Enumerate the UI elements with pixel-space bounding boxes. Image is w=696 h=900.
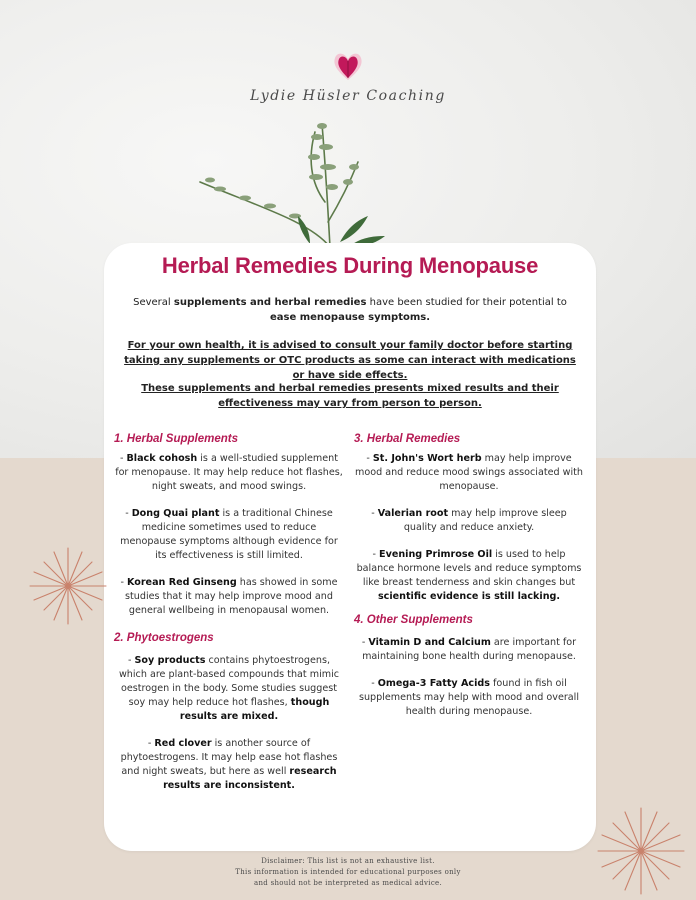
item-st-johns-wort — [354, 452, 584, 494]
item-valerian-root — [354, 507, 584, 535]
intro-text-2: have been studied for their potential to — [366, 297, 567, 308]
item-prefix: - — [119, 453, 127, 464]
health-advice: For your own health, it is advised to consult your family doctor before starting taking any supplements or OTC products as some can interact with medications or have side effects. — [124, 340, 576, 381]
item-prefix: - — [372, 549, 380, 560]
brand-name: Lydie Hüsler Coaching — [250, 88, 446, 104]
item-name: Vitamin D and Calcium — [368, 637, 491, 648]
item-text: is a well-studied supplement for menopause. It may help reduce hot flashes, night sweats, and mood swings. — [115, 453, 343, 492]
item-prefix: - — [366, 453, 373, 464]
herb-plant-illustration — [190, 112, 410, 252]
item-prefix: - — [127, 655, 135, 666]
item-dong-quai — [114, 507, 344, 563]
item-prefix: - — [147, 738, 155, 749]
item-red-clover — [114, 737, 344, 793]
effectiveness-note: These supplements and herbal remedies presents mixed results and their effectiveness may vary from person to person. — [141, 383, 559, 409]
item-text: is another source of phytoestrogens. It may help ease hot flashes and night sweats, but here as well — [120, 738, 338, 777]
item-name: Korean Red Ginseng — [126, 577, 237, 588]
item-omega-3 — [354, 677, 584, 719]
item-text: found in fish oil supplements may help with mood and overall health during menopause. — [358, 678, 580, 717]
disclaimer-line-3: and should not be interpreted as medical advice. — [253, 879, 443, 887]
item-prefix: - — [371, 508, 378, 519]
right-column — [354, 433, 584, 719]
item-text: is used to help balance hormone levels and reduce symptoms like breast tenderness and skin changes but — [356, 549, 582, 588]
item-name: Red clover — [154, 738, 212, 749]
item-name: Dong Quai plant — [131, 508, 220, 519]
brand-logo — [0, 48, 696, 104]
item-name: Evening Primrose Oil — [379, 549, 493, 560]
item-emphasis: though results are mixed. — [179, 697, 330, 722]
item-prefix: - — [125, 508, 132, 519]
intro-bold-2: ease menopause symptoms. — [269, 312, 431, 323]
item-name: Black cohosh — [126, 453, 198, 464]
item-soy-products — [114, 654, 344, 724]
section-heading-herbal-supplements: 1. Herbal Supplements — [114, 433, 238, 445]
section-heading-phytoestrogens: 2. Phytoestrogens — [114, 632, 214, 644]
section-heading-other-supplements: 4. Other Supplements — [354, 614, 473, 626]
item-text: may help improve sleep quality and reduce anxiety. — [403, 508, 567, 533]
intro-bold-1: supplements and herbal remedies — [173, 297, 367, 308]
item-prefix: - — [120, 577, 127, 588]
starburst-icon — [28, 546, 108, 626]
item-prefix: - — [361, 637, 369, 648]
item-text: is a traditional Chinese medicine sometimes used to reduce menopause symptoms although evidence for its effectiveness is still limited. — [120, 508, 338, 561]
item-prefix: - — [371, 678, 378, 689]
item-name: Omega-3 Fatty Acids — [377, 678, 490, 689]
item-emphasis: scientific evidence is still lacking. — [377, 591, 561, 602]
item-name: Soy products — [134, 655, 206, 666]
page-title: Herbal Remedies During Menopause — [161, 253, 539, 278]
item-name: Valerian root — [377, 508, 449, 519]
left-column — [114, 433, 344, 793]
item-text: are important for maintaining bone health during menopause. — [362, 637, 577, 662]
heart-icon — [331, 48, 365, 84]
item-text: may help improve mood and reduce mood swings associated with menopause. — [354, 453, 584, 492]
section-heading-herbal-remedies: 3. Herbal Remedies — [354, 433, 461, 445]
content-card — [104, 243, 596, 851]
item-korean-ginseng — [114, 576, 344, 618]
item-text: has showed in some studies that it may help improve mood and general wellbeing in menopausal women. — [125, 577, 338, 616]
item-emphasis: research results are inconsistent. — [163, 766, 337, 791]
item-vitamin-d-calcium — [354, 636, 584, 664]
intro-paragraph — [120, 295, 580, 325]
disclaimer — [0, 856, 696, 889]
disclaimer-line-1: Disclaimer: This list is not an exhaustive list. — [261, 857, 435, 865]
item-black-cohosh — [114, 452, 344, 494]
intro-text-1: Several — [133, 297, 174, 308]
item-text: contains phytoestrogens, which are plant-based compounds that mimic oestrogen in the body. Some studies suggest soy may help reduce hot flashes, — [118, 655, 340, 708]
disclaimer-line-2: This information is intended for educational purposes only — [235, 868, 461, 876]
item-evening-primrose — [354, 548, 584, 604]
item-name: St. John's Wort herb — [372, 453, 482, 464]
